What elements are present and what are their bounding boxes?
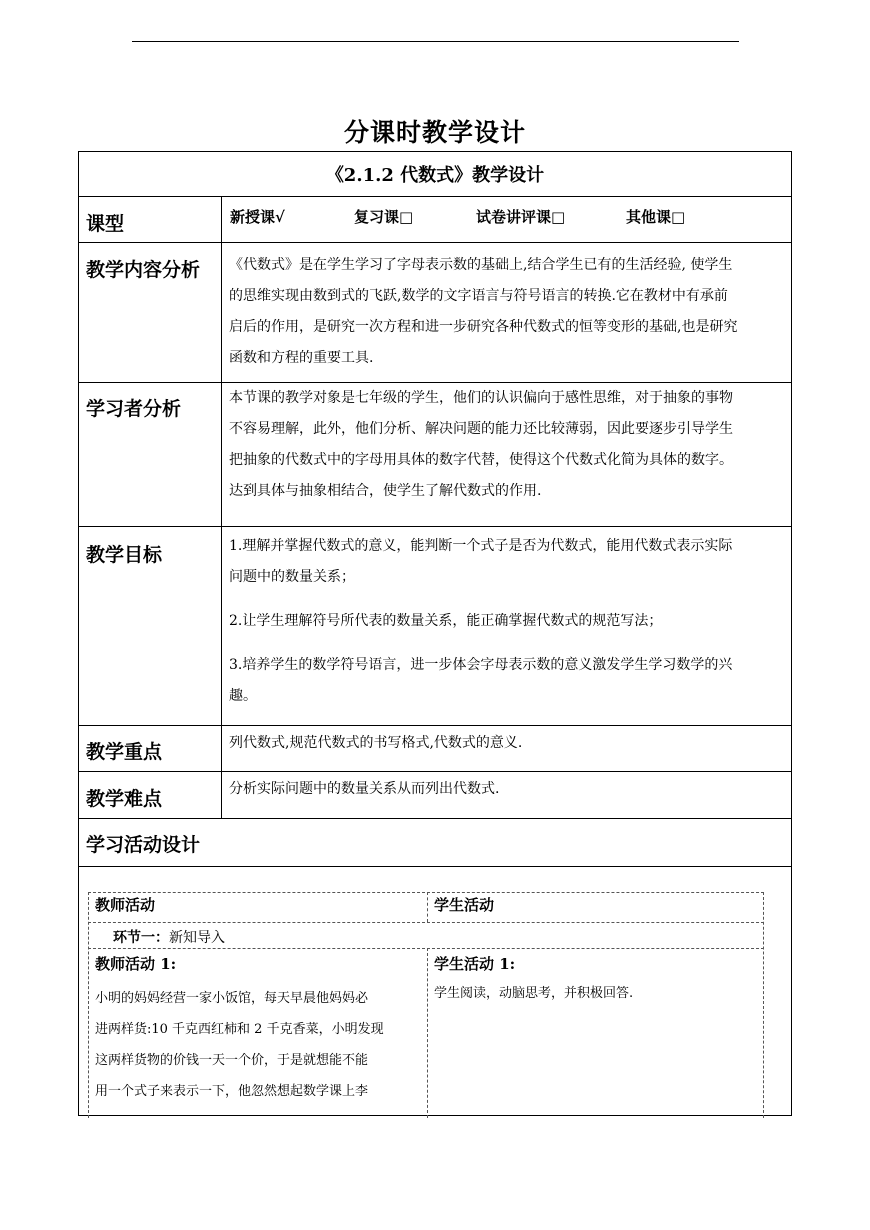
text-line: 启后的作用，是研究一次方程和进一步研究各种代数式的恒等变形的基础,也是研究: [229, 319, 738, 335]
learner-analysis-label: 学习者分析: [86, 398, 182, 420]
objectives-label: 教学目标: [86, 544, 163, 566]
row-divider: [78, 771, 792, 772]
option-review-lesson: 复习课□: [354, 208, 414, 226]
row-divider: [78, 866, 792, 867]
lesson-title: 《2.1.2 代数式》教学设计: [325, 165, 545, 186]
activity-table-divider: [427, 948, 428, 1118]
column-divider: [221, 196, 222, 818]
difficulties-text: 分析实际问题中的数量关系从而列出代数式.: [229, 781, 500, 797]
text-line: 进两样货:10 千克西红柿和 2 千克香菜，小明发现: [95, 1022, 384, 1037]
text-line: 小明的妈妈经营一家小饭馆，每天早晨他妈妈必: [95, 991, 369, 1006]
student-activity-text: 学生阅读，动脑思考，并积极回答.: [434, 986, 634, 1001]
objective-item: [229, 606, 785, 637]
text-line: 把抽象的代数式中的字母用具体的数字代替，使得这个代数式化简为具体的数字。: [229, 452, 733, 468]
text-line: 趣。: [229, 688, 257, 704]
text-line: 1.理解并掌握代数式的意义，能判断一个式子是否为代数式，能用代数式表示实际: [229, 538, 733, 554]
teacher-activity-header: 教师活动: [95, 896, 156, 914]
content-analysis-text: [229, 250, 785, 374]
key-points-label: 教学重点: [86, 741, 163, 763]
option-new-lesson: 新授课√: [230, 208, 285, 226]
objective-item: [229, 650, 785, 712]
text-line: 达到具体与抽象相结合，使学生了解代数式的作用.: [229, 483, 542, 499]
step-name: 新知导入: [169, 930, 225, 946]
learner-analysis-text: [229, 383, 785, 507]
text-line: 的思维实现由数到式的飞跃,数学的文字语言与符号语言的转换.它在教材中有承前: [229, 288, 728, 304]
activity-table-divider: [88, 948, 764, 949]
page-title: 分课时教学设计: [343, 118, 526, 147]
row-divider: [78, 196, 792, 197]
teacher-activity-text: [95, 983, 423, 1107]
text-line: 3.培养学生的数学符号语言，进一步体会字母表示数的意义激发学生学习数学的兴: [229, 657, 733, 673]
text-line: 本节课的教学对象是七年级的学生，他们的认识偏向于感性思维，对于抽象的事物: [229, 390, 733, 406]
text-line: 这两样货物的价钱一天一个价，于是就想能不能: [95, 1053, 369, 1068]
step-row: [113, 927, 225, 947]
activity-table-divider: [88, 922, 764, 923]
row-divider: [78, 725, 792, 726]
option-other-lesson: 其他课□: [626, 208, 686, 226]
student-activity-title: 学生活动 1:: [434, 955, 516, 973]
student-activity-header: 学生活动: [434, 896, 495, 914]
header-rule: [132, 41, 739, 42]
step-label: 环节一：: [113, 930, 169, 946]
text-line: 2.让学生理解符号所代表的数量关系，能正确掌握代数式的规范写法；: [229, 613, 663, 629]
content-analysis-label: 教学内容分析: [86, 259, 201, 281]
text-line: 函数和方程的重要工具.: [229, 350, 374, 366]
activity-table-divider: [427, 892, 428, 922]
row-divider: [78, 818, 792, 819]
lesson-type-label: 课型: [86, 213, 125, 235]
difficulties-label: 教学难点: [86, 788, 163, 810]
teacher-activity-title: 教师活动 1:: [95, 955, 177, 973]
row-divider: [78, 526, 792, 527]
text-line: 用一个式子来表示一下，他忽然想起数学课上李: [95, 1084, 369, 1099]
text-line: 问题中的数量关系；: [229, 569, 355, 585]
option-exam-review-lesson: 试卷讲评课□: [476, 208, 566, 226]
text-line: 《代数式》是在学生学习了字母表示数的基础上,结合学生已有的生活经验, 使学生: [229, 257, 733, 273]
text-line: 不容易理解，此外，他们分析、解决问题的能力还比较薄弱，因此要逐步引导学生: [229, 421, 733, 437]
objective-item: [229, 531, 785, 593]
activity-design-label: 学习活动设计: [86, 834, 201, 856]
row-divider: [78, 242, 792, 243]
key-points-text: 列代数式,规范代数式的书写格式,代数式的意义.: [229, 735, 523, 751]
